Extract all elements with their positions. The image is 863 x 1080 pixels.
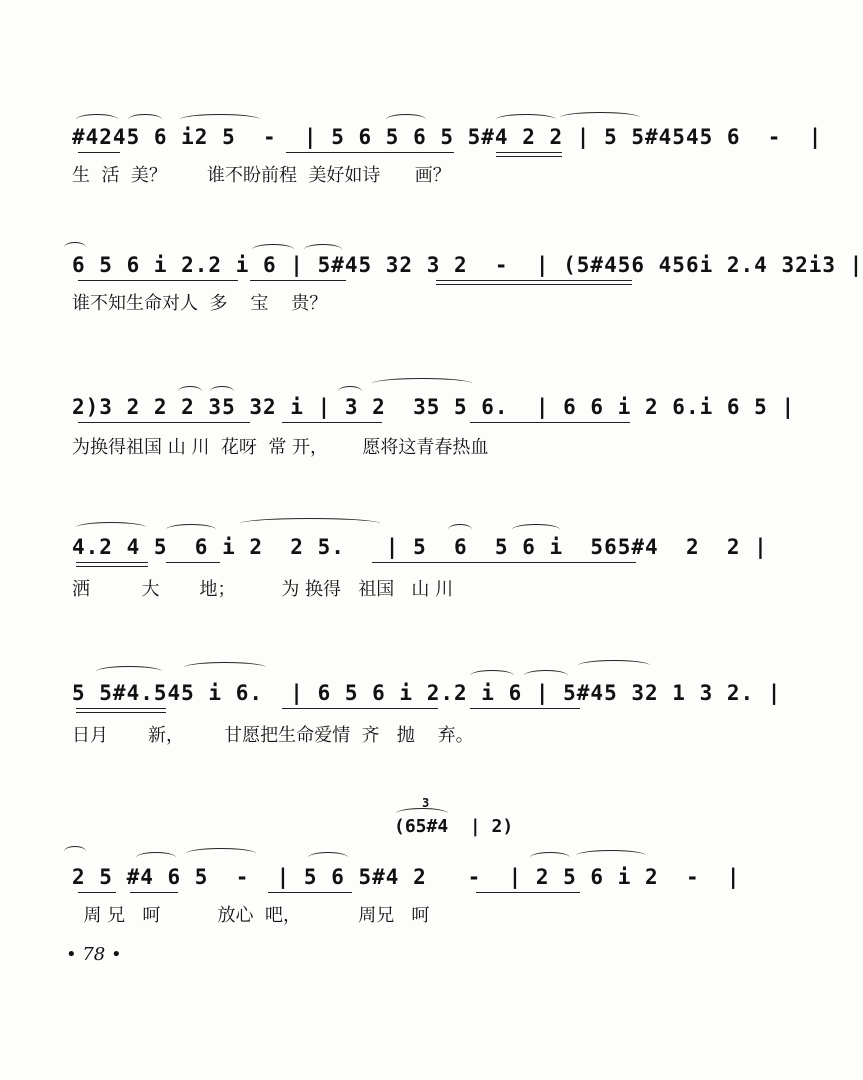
- notation-line: 4.2 4 5 6 i 2 2 5. | 5 6 5 6 i 565#4 2 2 |: [72, 535, 768, 559]
- lyrics-line: 谁不知生命对人 多 宝 贵？: [72, 293, 328, 314]
- page-number: • 78 •: [66, 944, 122, 965]
- lyrics-line: 生 活 美？ 谁不盼前程 美好如诗 画？: [72, 165, 451, 186]
- notation-line: 2)3 2 2 2 35 32 i | 3 2 35 5 6. | 6 6 i 2 6.i 6 5 |: [72, 395, 796, 419]
- notation-line: #4245 6 i2 5 - | 5 6 5 6 5 5#4 2 2 | 5 5#4545 6 - |: [72, 125, 823, 149]
- triplet-mark: 3: [422, 796, 430, 810]
- notation-line: 2 5 #4 6 5 - | 5 6 5#4 2 - | 2 5 6 i 2 - |: [72, 865, 741, 889]
- ossia-passage: (65#4 | 2): [394, 816, 514, 837]
- notation-line: 6 5 6 i 2.2 i 6 | 5#45 32 3 2 - | (5#456 456i 2.4 32i3 |: [72, 253, 863, 277]
- notation-line: 5 5#4.545 i 6. | 6 5 6 i 2.2 i 6 | 5#45 32 1 3 2. |: [72, 681, 782, 705]
- lyrics-line: 为换得祖国 山 川 花呀 常 开， 愿将这青春热血: [72, 437, 489, 458]
- lyrics-line: 日月 新， 甘愿把生命爱情 齐 抛 弃。: [72, 725, 474, 746]
- lyrics-line: 周 兄 呵 放心 吧， 周兄 呵: [72, 905, 430, 926]
- lyrics-line: 洒 大 地； 为 换得 祖国 山 川: [72, 579, 454, 600]
